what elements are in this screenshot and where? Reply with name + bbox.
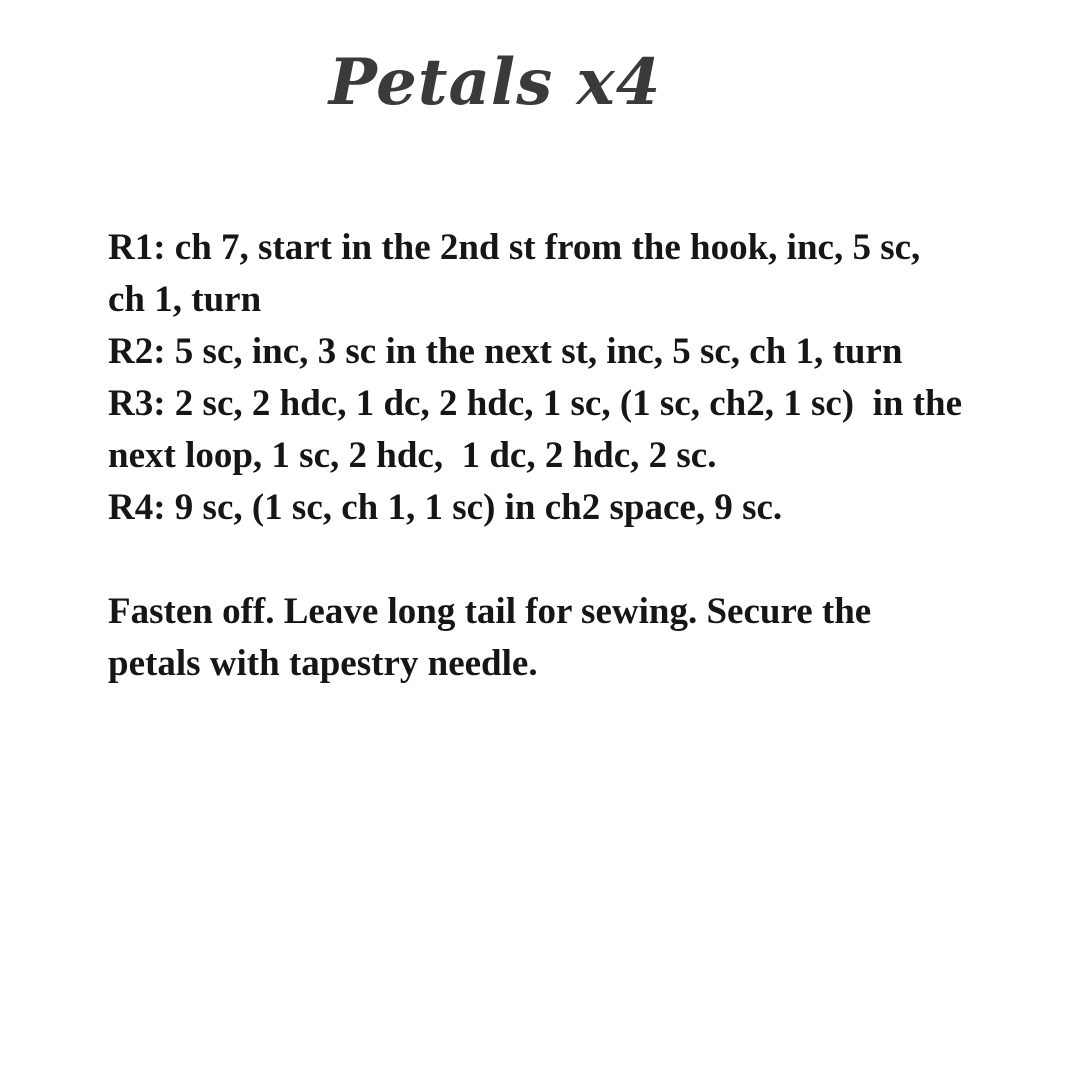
finishing-line-2: petals with tapestry needle. bbox=[108, 643, 538, 684]
row-1-line-1: R1: ch 7, start in the 2nd st from the hook, inc, 5 sc, bbox=[108, 227, 921, 268]
row-3-line-2: next loop, 1 sc, 2 hdc, 1 dc, 2 hdc, 2 sc. bbox=[108, 435, 717, 476]
paragraph-gap bbox=[108, 534, 1038, 586]
row-3-line-1: R3: 2 sc, 2 hdc, 1 dc, 2 hdc, 1 sc, (1 sc, ch2, 1 sc) in the bbox=[108, 383, 963, 424]
page-title: Petals x4 bbox=[328, 45, 662, 120]
row-1-line-2: ch 1, turn bbox=[108, 279, 262, 320]
finishing-line-1: Fasten off. Leave long tail for sewing. Secure the bbox=[108, 591, 872, 632]
row-4: R4: 9 sc, (1 sc, ch 1, 1 sc) in ch2 space, 9 sc. bbox=[108, 487, 783, 528]
row-2: R2: 5 sc, inc, 3 sc in the next st, inc, 5 sc, ch 1, turn bbox=[108, 331, 903, 372]
instructions-block bbox=[108, 222, 1038, 690]
